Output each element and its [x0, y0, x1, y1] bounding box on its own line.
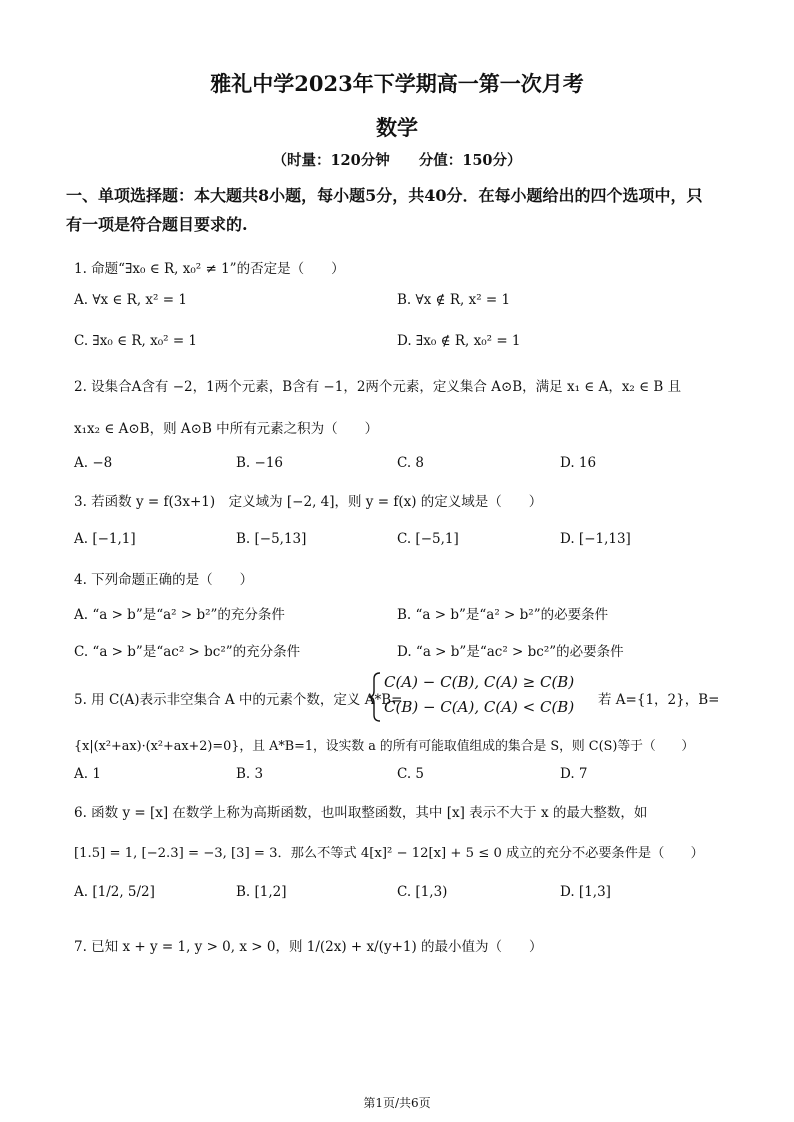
question-1-option-d: D. ∃x₀ ∉ R, x₀² = 1 — [397, 333, 521, 349]
question-2-option-d: D. 16 — [560, 455, 597, 471]
question-1-option-b: B. ∀x ∉ R, x² = 1 — [397, 292, 511, 308]
question-3-option-d: D. [−1,13] — [560, 531, 631, 547]
question-1-option-a: A. ∀x ∈ R, x² = 1 — [74, 292, 187, 308]
question-2-option-a: A. −8 — [74, 455, 113, 471]
question-5-option-c: C. 5 — [397, 766, 425, 782]
subject-title: 数学 — [376, 115, 418, 140]
question-5-tail: 若 A={1，2}，B= — [598, 692, 720, 708]
exam-title: 雅礼中学2023年下学期高一第一次月考 — [210, 71, 584, 96]
question-1-option-c: C. ∃x₀ ∈ R, x₀² = 1 — [74, 333, 198, 349]
page-number: 第1页/共6页 — [363, 1096, 431, 1110]
section-heading-line1: 一、单项选择题：本大题共8小题，每小题5分，共40分．在每小题给出的四个选项中，只 — [66, 186, 703, 205]
question-5-option-a: A. 1 — [74, 766, 101, 782]
section-heading-line2: 有一项是符合题目要求的. — [66, 215, 248, 234]
question-3-option-a: A. [−1,1] — [74, 531, 136, 547]
question-3-option-c: C. [−5,1] — [397, 531, 459, 547]
question-2-line2: x₁x₂ ∈ A⊙B，则 A⊙B 中所有元素之积为（ ） — [74, 421, 379, 437]
question-2-line1: 2. 设集合A含有 −2，1两个元素，B含有 −1，2两个元素，定义集合 A⊙B，满足 x₁ ∈ A，x₂ ∈ B 且 — [74, 379, 682, 395]
question-3-option-b: B. [−5,13] — [236, 531, 307, 547]
question-6-option-c: C. [1,3) — [397, 884, 448, 900]
question-4-option-d: D. “a > b”是“ac² > bc²”的必要条件 — [397, 644, 624, 660]
question-6-line2: [1.5] = 1, [−2.3] = −3, [3] = 3．那么不等式 4[x]² − 12[x] + 5 ≤ 0 成立的充分不必要条件是（ ） — [74, 846, 704, 861]
question-4-stem: 4. 下列命题正确的是（ ） — [74, 572, 254, 588]
question-1-stem: 1. 命题“∃x₀ ∈ R, x₀² ≠ 1”的否定是（ ） — [74, 261, 345, 277]
question-2-option-b: B. −16 — [236, 455, 283, 471]
question-6-line1: 6. 函数 y = [x] 在数学上称为高斯函数，也叫取整函数，其中 [x] 表示不大于 x 的最大整数，如 — [74, 805, 648, 821]
question-3-stem: 3. 若函数 y = f(3x+1) 定义域为 [−2, 4]，则 y = f(x) 的定义域是（ ） — [74, 494, 543, 510]
question-6-option-d: D. [1,3] — [560, 884, 611, 900]
question-5-line2: {x|(x²+ax)·(x²+ax+2)=0}，且 A*B=1，设实数 a 的所有可能取值组成的集合是 S，则 C(S)等于（ ） — [74, 739, 695, 754]
question-4-option-a: A. “a > b”是“a² > b²”的充分条件 — [74, 607, 285, 623]
question-6-option-b: B. [1,2] — [236, 884, 287, 900]
question-5-lead: 5. 用 C(A)表示非空集合 A 中的元素个数，定义 A*B= — [74, 692, 403, 708]
question-6-option-a: A. [1/2, 5/2] — [74, 884, 155, 900]
left-brace-icon — [368, 671, 382, 723]
question-4-option-b: B. “a > b”是“a² > b²”的必要条件 — [397, 607, 609, 623]
question-5-option-b: B. 3 — [236, 766, 264, 782]
question-5-piecewise-definition — [368, 671, 610, 723]
question-5-case-1: C(A) − C(B), C(A) ≥ C(B) — [384, 673, 575, 691]
question-7-stem: 7. 已知 x + y = 1, y > 0, x > 0，则 1/(2x) + x/(y+1) 的最小值为（ ） — [74, 939, 543, 955]
question-2-option-c: C. 8 — [397, 455, 425, 471]
question-5-option-d: D. 7 — [560, 766, 588, 782]
question-4-option-c: C. “a > b”是“ac² > bc²”的充分条件 — [74, 644, 301, 660]
exam-info: （时量：120分钟 分值：150分） — [272, 152, 522, 169]
question-5-case-2: C(B) − C(A), C(A) < C(B) — [384, 698, 575, 716]
